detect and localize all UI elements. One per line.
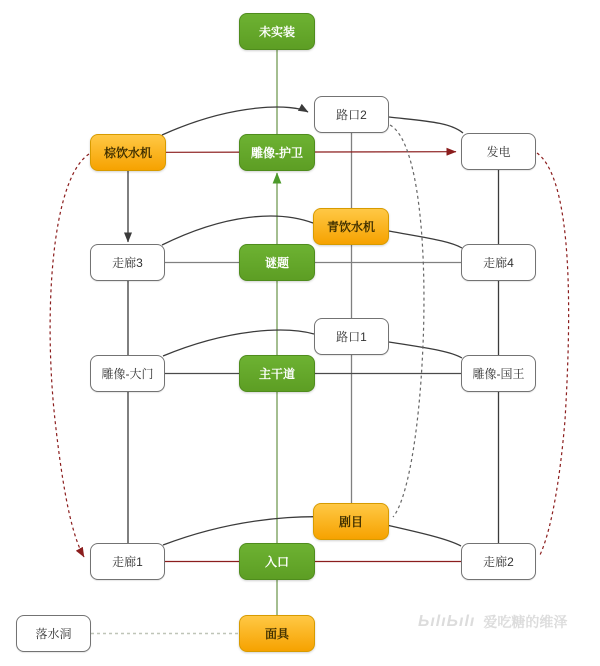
edge-lukou1-guowang-curve: [389, 342, 462, 358]
node-fadian[interactable]: [461, 133, 536, 170]
node-label: 青饮水机: [326, 219, 375, 234]
node-miti[interactable]: [239, 244, 315, 281]
node-diaoxiang-huwei[interactable]: [239, 134, 315, 171]
node-label: 走廊2: [483, 554, 514, 569]
node-label: 走廊3: [112, 255, 143, 270]
node-label: 棕饮水机: [103, 145, 152, 160]
node-luoshuidong[interactable]: [16, 615, 91, 652]
node-zoulang4[interactable]: [461, 244, 536, 281]
node-label: 雕像-护卫: [251, 145, 303, 160]
node-zongyinshuiji[interactable]: [90, 134, 166, 171]
node-lukou2[interactable]: [314, 96, 389, 133]
node-mianju[interactable]: [239, 615, 315, 652]
edge-zongyinshuiji-lukou2-curve: [162, 107, 308, 135]
edge-zongyinshuiji-zoulang1-dashed: [50, 154, 89, 557]
node-qingyinshuiji[interactable]: [313, 208, 389, 245]
node-label: 路口1: [336, 329, 367, 344]
node-weishizhuang[interactable]: [239, 13, 315, 50]
edge-qingyinshuiji-zoulang4-curve: [389, 231, 462, 248]
watermark: [418, 612, 567, 632]
node-label: 谜题: [264, 255, 289, 270]
node-label: 走廊1: [112, 554, 143, 569]
watermark-username: 爱吃糖的维泽: [483, 614, 568, 630]
node-label: 未实装: [258, 24, 295, 39]
node-rukou[interactable]: [239, 543, 315, 580]
watermark-logo-icon: ЬılıЬılı: [418, 613, 476, 630]
node-label: 路口2: [336, 107, 367, 122]
node-label: 落水洞: [35, 626, 72, 641]
node-label: 雕像-大门: [101, 366, 154, 381]
node-zhugandao[interactable]: [239, 355, 315, 392]
node-diaoxiang-damen[interactable]: [90, 355, 165, 392]
node-lukou1[interactable]: [314, 318, 389, 355]
edge-damen-lukou1-curve: [163, 330, 314, 356]
node-label: 走廊4: [483, 255, 514, 270]
edge-zoulang3-qingyinshuiji-curve: [162, 216, 313, 245]
node-label: 主干道: [258, 366, 295, 381]
node-label: 面具: [264, 626, 289, 641]
edge-lukou2-jumu-dashed: [390, 125, 424, 517]
node-zoulang1[interactable]: [90, 543, 165, 580]
node-label: 剧目: [338, 514, 363, 529]
edge-zoulang1-jumu-zoulang2-curve: [163, 514, 461, 546]
edge-lukou2-fadian-curve: [389, 117, 463, 133]
node-zoulang2[interactable]: [461, 543, 536, 580]
node-zoulang3[interactable]: [90, 244, 165, 281]
node-label: 雕像-国王: [472, 366, 525, 381]
node-label: 入口: [264, 554, 289, 569]
node-jumu[interactable]: [313, 503, 389, 540]
node-label: 发电: [486, 144, 511, 159]
node-diaoxiang-guowang[interactable]: [461, 355, 536, 392]
edge-fadian-zoulang2-dashed: [537, 153, 569, 557]
